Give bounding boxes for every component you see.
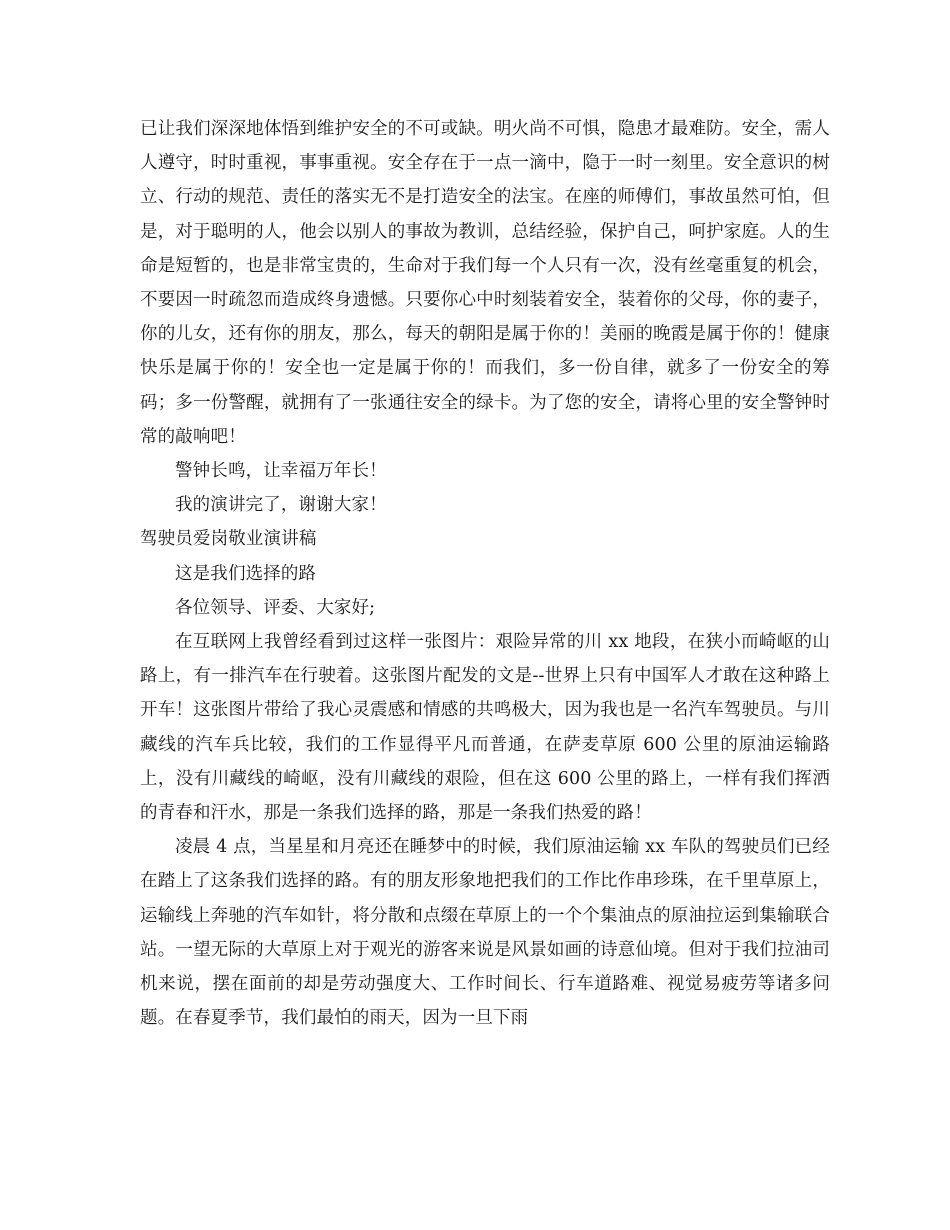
paragraph-safety-closing: 已让我们深深地体悟到维护安全的不可或缺。明火尚不可惧，隐患才最难防。安全，需人人遵守，时时重视，事事重视。安全存在于一点一滴中，隐于一时一刻里。安全意识的树立、行动的规范、责任的落实无不是打造安全的法宝。在座的师傅们，事故虽然可怕，但是，对于聪明的人，他会以别人的事故为教训，总结经验，保护自己，呵护家庭。人的生命是短暂的，也是非常宝贵的，生命对于我们每一个人只有一次，没有丝毫重复的机会，不要因一时疏忽而造成终身遗憾。只要你心中时刻装着安全，装着你的父母，你的妻子，你的儿女，还有你的朋友，那么，每天的朝阳是属于你的！美丽的晚霞是属于你的！健康快乐是属于你的！安全也一定是属于你的！而我们，多一份自律，就多了一份安全的筹码；多一份警醒，就拥有了一张通往安全的绿卡。为了您的安全，请将心里的安全警钟时常的敲响吧！	[140, 119, 830, 447]
paragraph-slogan: 警钟长鸣，让幸福万年长！	[175, 461, 387, 482]
paragraph-thanks: 我的演讲完了，谢谢大家！	[175, 495, 387, 516]
section-title: 驾驶员爱岗敬业演讲稿	[140, 529, 317, 550]
paragraph-subtitle: 这是我们选择的路	[175, 563, 317, 584]
paragraph-internet-image: 在互联网上我曾经看到过这样一张图片：艰险异常的川 xx 地段，在狭小而崎岖的山路上，有一排汽车在行驶着。这张图片配发的文是--世界上只有中国军人才敢在这种路上开车！这张图片带给了我心灵震感和情感的共鸣极大，因为我也是一名汽车驾驶员。与川藏线的汽车兵比较，我们的工作显得平凡而普通，在萨麦草原 600 公里的原油运输路上，没有川藏线的崎岖，没有川藏线的艰险，但在这 600 公里的路上，一样有我们挥洒的青春和汗水，那是一条我们选择的路，那是一条我们热爱的路！	[140, 632, 830, 824]
paragraph-early-morning: 凌晨 4 点，当星星和月亮还在睡梦中的时候，我们原油运输 xx 车队的驾驶员们已经在踏上了这条我们选择的路。有的朋友形象地把我们的工作比作串珍珠，在千里草原上，运输线上奔驰的汽车如针，将分散和点缀在草原上的一个个集油点的原油拉运到集输联合站。一望无际的大草原上对于观光的游客来说是风景如画的诗意仙境。但对于我们拉油司机来说，摆在面前的却是劳动强度大、工作时间长、行车道路难、视觉易疲劳等诸多问题。在春夏季节，我们最怕的雨天，因为一旦下雨	[140, 837, 830, 1029]
document-page	[140, 112, 830, 1035]
paragraph-greeting: 各位领导、评委、大家好;	[175, 597, 376, 618]
